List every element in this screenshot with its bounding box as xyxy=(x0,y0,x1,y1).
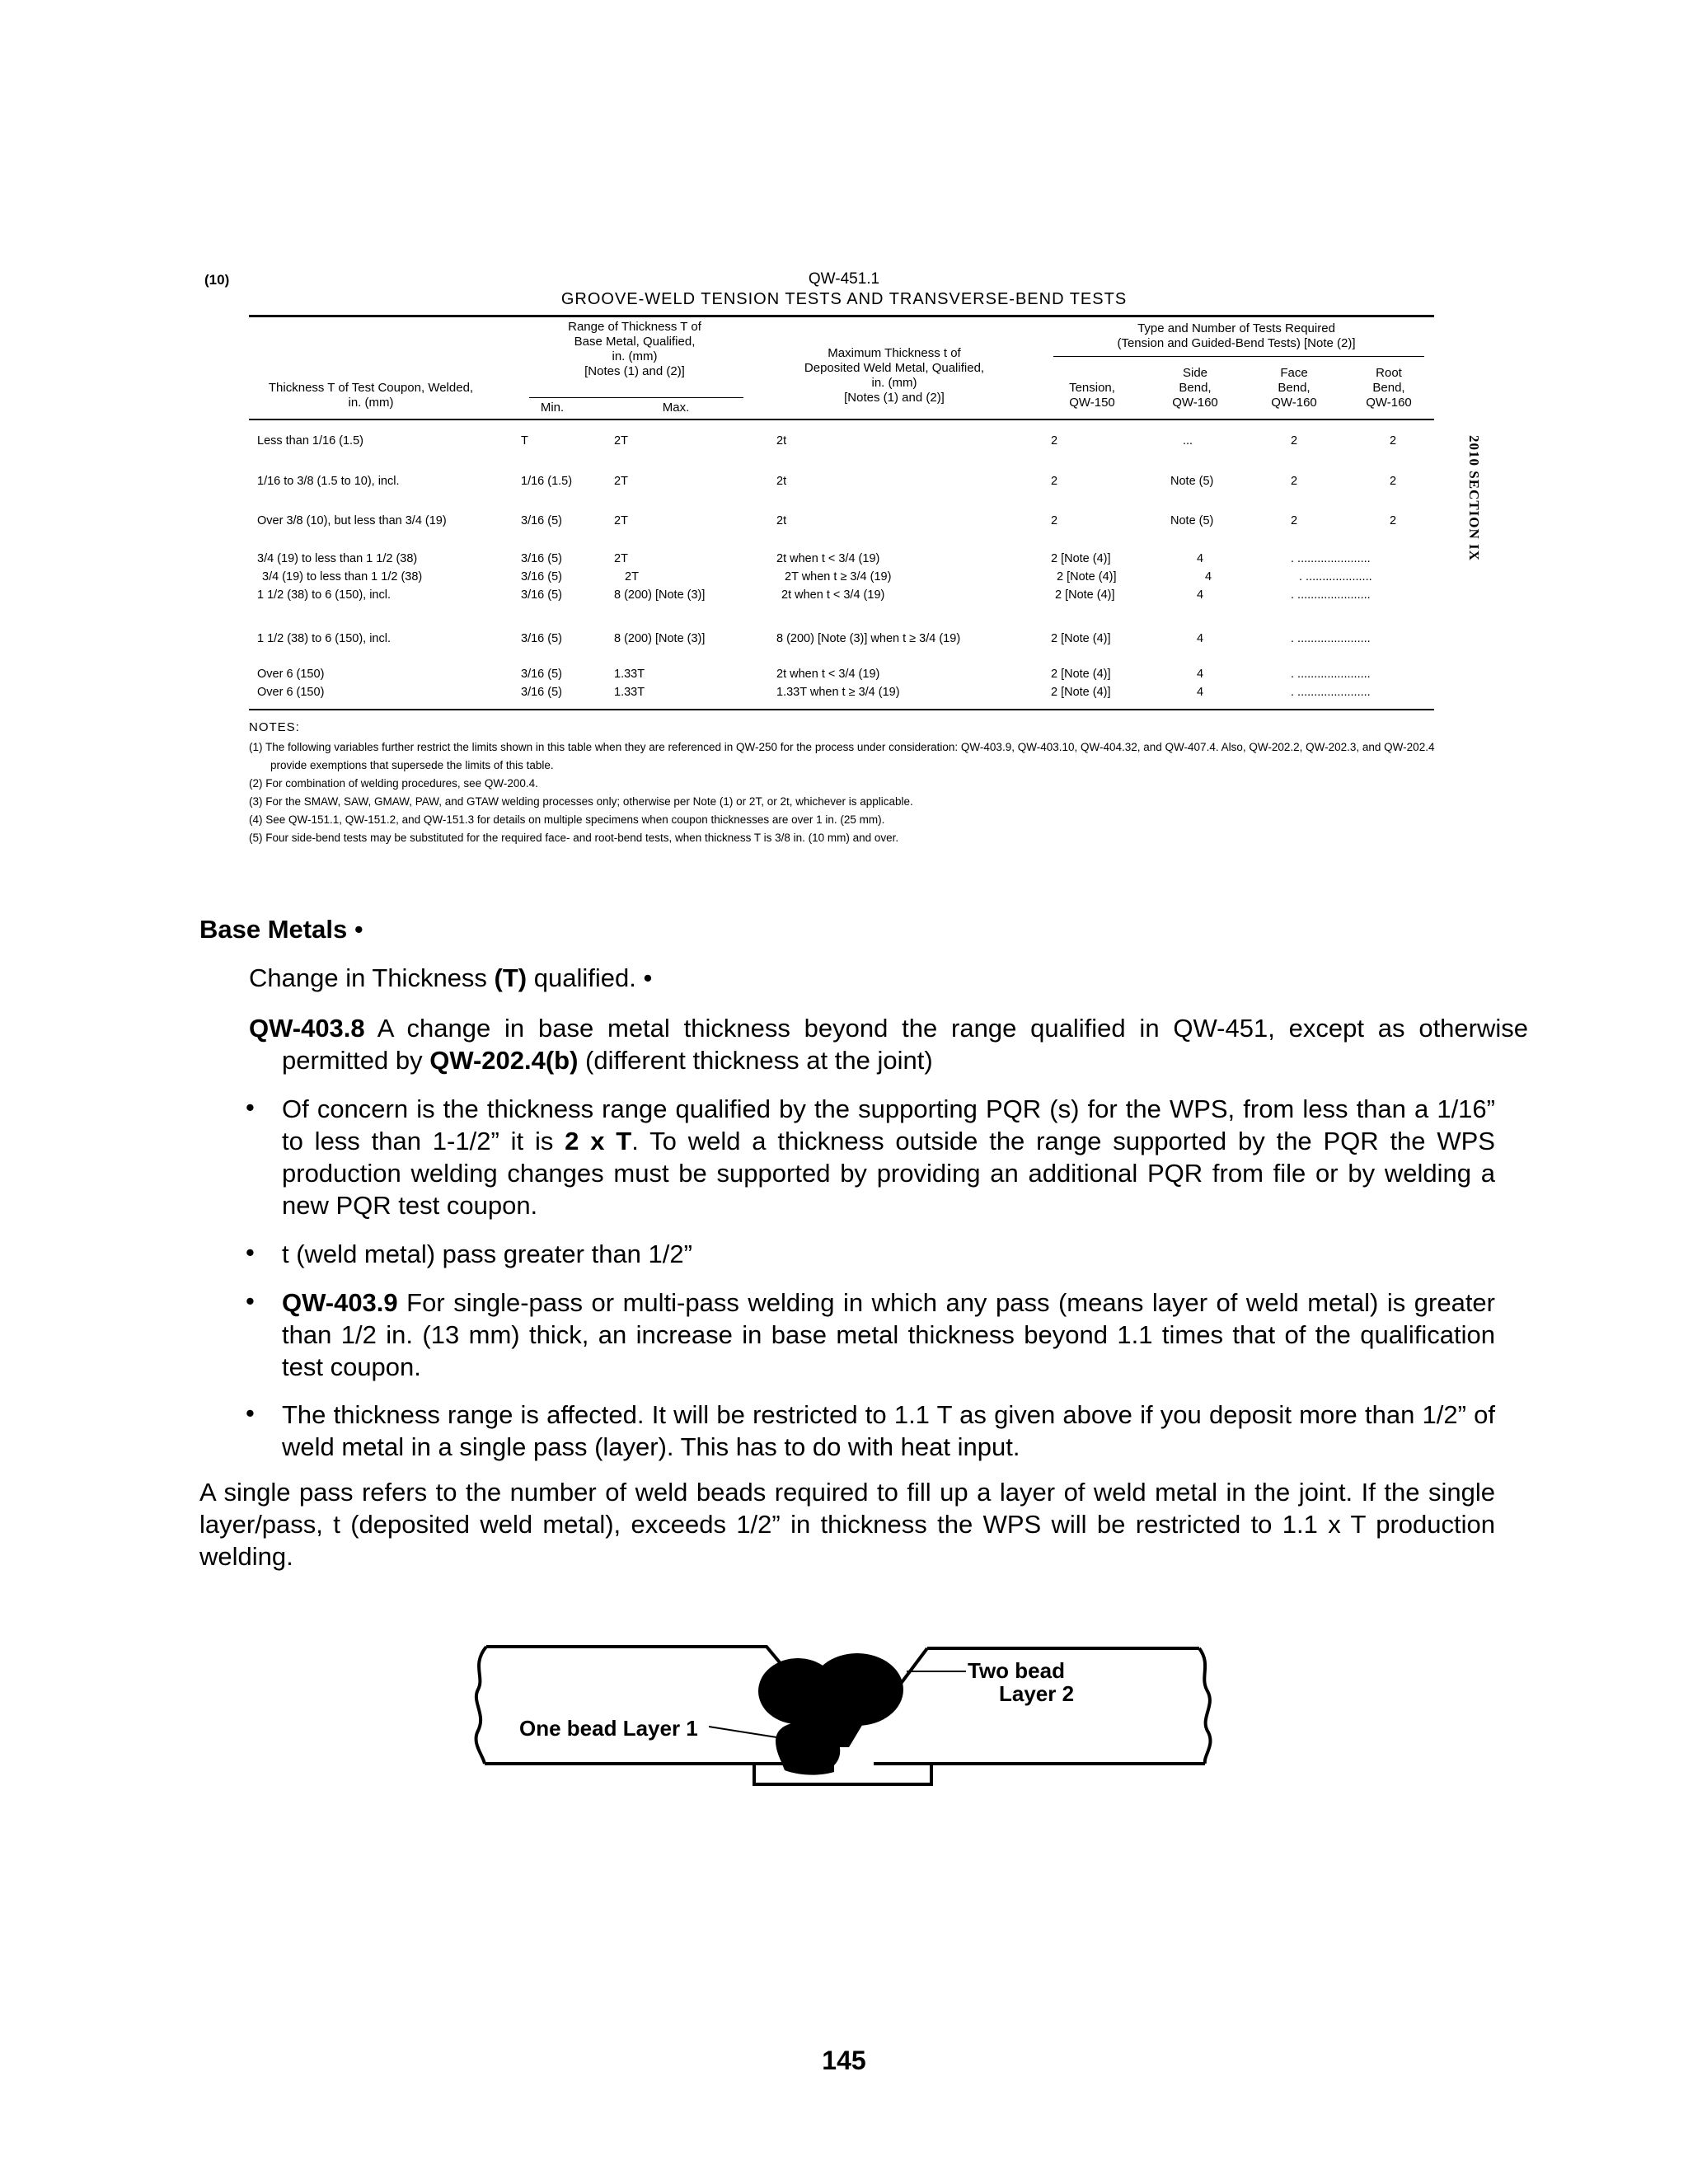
root-bend-header-line: Bend, xyxy=(1372,381,1405,395)
root-bend-header xyxy=(1352,366,1426,410)
table-cell-weld: 2t when t < 3/4 (19) xyxy=(776,552,880,565)
side-bend-header-line: Side xyxy=(1182,366,1208,380)
paragraph-text: (different thickness at the joint) xyxy=(578,1046,933,1075)
notes-heading: NOTES: xyxy=(249,720,300,734)
table-cell-weld: 2t xyxy=(776,434,787,448)
table-cell-min: 3/16 (5) xyxy=(521,632,562,645)
table-cell-min: 3/16 (5) xyxy=(521,686,562,699)
edition-mark: (10) xyxy=(204,272,230,288)
bullet-mark: • xyxy=(354,915,363,944)
table-cell-coupon: 3/4 (19) to less than 1 1/2 (38) xyxy=(262,570,423,583)
range-header-line: [Notes (1) and (2)] xyxy=(584,364,685,378)
table-cell-max: 2T xyxy=(625,570,639,583)
table-cell-side: 4 xyxy=(1197,668,1204,681)
table-cell-tension: 2 [Note (4)] xyxy=(1051,668,1111,681)
bullet-item: The thickness range is affected. It will be restricted to 1.1 T as given above if you deposit more than 1/2” of weld metal in a single pass (layer). This has to do with heat input. xyxy=(282,1400,1495,1461)
range-header xyxy=(511,320,758,379)
bullet-text: For single-pass or multi-pass welding in which any pass (means layer of weld metal) is greater than 1/2 in. (13 mm) thick, an increase in base metal thickness beyond 1.1 times that of the qualification test coupon. xyxy=(282,1288,1495,1381)
table-cell-side: ... xyxy=(1183,434,1193,448)
table-cell-face: 2 xyxy=(1291,514,1298,527)
side-bend-header xyxy=(1158,366,1232,410)
table-cell-max: 1.33T xyxy=(614,668,645,681)
table-cell-coupon: Less than 1/16 (1.5) xyxy=(257,434,363,448)
weld-bead-diagram xyxy=(462,1640,1220,1805)
bullet-text: Of concern is the thickness range qualified by the supporting PQR (s) for the WPS, from less than a 1/16” to less than 1-1/2” it is xyxy=(282,1094,1495,1155)
table-cell-side: Note (5) xyxy=(1170,475,1214,488)
table-top-rule xyxy=(249,315,1434,317)
table-cell-tension: 2 [Note (4)] xyxy=(1051,686,1111,699)
table-cell-face: . ...................... xyxy=(1291,552,1371,565)
face-bend-header xyxy=(1257,366,1331,410)
table-cell-tension: 2 [Note (4)] xyxy=(1051,552,1111,565)
face-bend-header-line: Bend, xyxy=(1278,381,1311,395)
type-header-line: Type and Number of Tests Required xyxy=(1137,321,1335,335)
range-header-line: Base Metal, Qualified, xyxy=(574,335,696,349)
type-header xyxy=(1047,321,1426,351)
table-cell-root: 2 xyxy=(1390,514,1397,527)
bead-label-left: One bead Layer 1 xyxy=(519,1716,698,1741)
bullet-emphasis: 2 x T xyxy=(565,1127,632,1155)
table-cell-face: . ...................... xyxy=(1291,588,1371,602)
bullet-mark: • xyxy=(246,1238,255,1267)
table-title: GROOVE-WELD TENSION TESTS AND TRANSVERSE-BEND TESTS xyxy=(560,290,1128,308)
table-cell-side: 4 xyxy=(1197,588,1204,602)
table-id: QW-451.1 xyxy=(808,270,880,288)
bullet-item xyxy=(282,1286,1495,1383)
table-cell-tension: 2 [Note (4)] xyxy=(1055,588,1115,602)
table-cell-min: 3/16 (5) xyxy=(521,668,562,681)
table-cell-max: 8 (200) [Note (3)] xyxy=(614,588,706,602)
bullet-item xyxy=(282,1093,1495,1221)
side-running-header: 2010 SECTION IX xyxy=(1466,435,1482,561)
qw-403-8-paragraph xyxy=(249,1012,1528,1076)
table-cell-face: 2 xyxy=(1291,475,1298,488)
table-cell-face: . ...................... xyxy=(1291,686,1371,699)
table-cell-face: . .................... xyxy=(1299,570,1372,583)
page-number: 145 xyxy=(822,2046,866,2075)
weld-header xyxy=(758,346,1030,405)
range-header-line: Range of Thickness T of xyxy=(568,320,701,334)
bullet-mark: • xyxy=(246,1093,255,1122)
tension-header-line: QW-150 xyxy=(1069,396,1115,410)
table-cell-root: 2 xyxy=(1390,434,1397,448)
table-cell-coupon: Over 6 (150) xyxy=(257,668,325,681)
table-cell-coupon: 1 1/2 (38) to 6 (150), incl. xyxy=(257,632,391,645)
table-cell-max: 8 (200) [Note (3)] xyxy=(614,632,706,645)
root-bend-header-line: Root xyxy=(1376,366,1402,380)
table-cell-coupon: Over 6 (150) xyxy=(257,686,325,699)
weld-header-line: Deposited Weld Metal, Qualified, xyxy=(804,361,985,375)
face-bend-header-line: QW-160 xyxy=(1271,396,1317,410)
table-cell-tension: 2 [Note (4)] xyxy=(1057,570,1117,583)
code-reference: QW-403.8 xyxy=(249,1014,365,1043)
closing-paragraph: A single pass refers to the number of weld beads required to fill up a layer of weld metal in the joint. If the single layer/pass, t (deposited weld metal), exceeds 1/2” in thickness the WPS will be restricted to 1.1 x T production welding. xyxy=(199,1478,1495,1571)
weld-beads xyxy=(758,1653,903,1775)
section-heading-text: Base Metals xyxy=(199,915,348,944)
paragraph-text: A change in base metal thickness beyond the range qualified in QW-451, except as otherwise permitted by xyxy=(282,1014,1528,1075)
table-cell-coupon: 1 1/2 (38) to 6 (150), incl. xyxy=(257,588,391,602)
range-header-rule xyxy=(529,397,743,398)
code-reference: QW-403.9 xyxy=(282,1288,398,1317)
table-cell-tension: 2 xyxy=(1051,475,1058,488)
side-bend-header-line: QW-160 xyxy=(1172,396,1218,410)
table-cell-weld: 2t xyxy=(776,514,787,527)
tension-header xyxy=(1047,381,1137,410)
bead-label-right-line2: Layer 2 xyxy=(999,1681,1075,1706)
table-cell-weld: 8 (200) [Note (3)] when t ≥ 3/4 (19) xyxy=(776,632,961,645)
face-bend-header-line: Face xyxy=(1280,366,1308,380)
table-cell-face: 2 xyxy=(1291,434,1298,448)
table-cell-coupon: 3/4 (19) to less than 1 1/2 (38) xyxy=(257,552,418,565)
table-cell-side: 4 xyxy=(1197,632,1204,645)
table-cell-max: 2T xyxy=(614,514,628,527)
weld-header-line: in. (mm) xyxy=(871,376,917,390)
table-cell-max: 2T xyxy=(614,475,628,488)
table-cell-tension: 2 xyxy=(1051,434,1058,448)
range-header-line: in. (mm) xyxy=(612,349,658,363)
code-reference: QW-202.4(b) xyxy=(429,1046,579,1075)
subheading-text: Change in Thickness xyxy=(249,963,495,992)
table-cell-root: 2 xyxy=(1390,475,1397,488)
table-note: (5) Four side-bend tests may be substituted for the required face- and root-bend tests, when thickness T is 3/8 in. (10 mm) and over. xyxy=(249,832,899,844)
table-bottom-rule xyxy=(249,709,1434,710)
table-note: (4) See QW-151.1, QW-151.2, and QW-151.3 for details on multiple specimens when coupon thicknesses are over 1 in. (25 mm). xyxy=(249,813,885,826)
table-cell-weld: 2T when t ≥ 3/4 (19) xyxy=(785,570,892,583)
table-cell-min: 3/16 (5) xyxy=(521,514,562,527)
type-header-line: (Tension and Guided-Bend Tests) [Note (2)] xyxy=(1117,336,1356,350)
table-cell-max: 2T xyxy=(614,434,628,448)
table-cell-min: 3/16 (5) xyxy=(521,552,562,565)
table-cell-min: 1/16 (1.5) xyxy=(521,475,573,488)
table-header-rule xyxy=(249,419,1434,420)
section-heading xyxy=(199,913,363,945)
table-cell-face: . ...................... xyxy=(1291,668,1371,681)
bullet-text: . To weld a thickness outside the range supported by the PQR the WPS production welding changes must be supported by providing an additional PQR from file or by welding a new PQR test coupon. xyxy=(282,1127,1495,1220)
table-cell-face: . ...................... xyxy=(1291,632,1371,645)
table-cell-weld: 2t when t < 3/4 (19) xyxy=(781,588,885,602)
root-bend-header-line: QW-160 xyxy=(1366,396,1412,410)
type-header-rule xyxy=(1053,356,1424,357)
weld-header-line: [Notes (1) and (2)] xyxy=(844,391,945,405)
weld-header-line: Maximum Thickness t of xyxy=(828,346,961,360)
table-cell-coupon: Over 3/8 (10), but less than 3/4 (19) xyxy=(257,514,447,527)
coupon-header-line: Thickness T of Test Coupon, Welded, xyxy=(268,381,474,395)
subheading-symbol: (T) xyxy=(494,963,528,992)
table-cell-side: 4 xyxy=(1197,552,1204,565)
table-cell-side: Note (5) xyxy=(1170,514,1214,527)
table-cell-max: 1.33T xyxy=(614,686,645,699)
max-header: Max. xyxy=(662,401,690,415)
table-cell-min: 3/16 (5) xyxy=(521,570,562,583)
table-cell-side: 4 xyxy=(1205,570,1212,583)
table-cell-min: 3/16 (5) xyxy=(521,588,562,602)
table-cell-tension: 2 xyxy=(1051,514,1058,527)
coupon-header-line: in. (mm) xyxy=(348,396,394,410)
bead-label-right-line1: Two bead xyxy=(968,1658,1065,1683)
table-cell-max: 2T xyxy=(614,552,628,565)
tension-header-line: Tension, xyxy=(1069,381,1115,395)
bullet-item: t (weld metal) pass greater than 1/2” xyxy=(282,1240,692,1268)
subheading-line xyxy=(249,962,652,994)
table-note: (1) The following variables further restrict the limits shown in this table when they are referenced in QW-250 for the process under consideration: QW-403.9, QW-403.10, QW-404.32, and QW-407.4. Also, QW-202.2, QW-202.3, and QW-202.4 provide exemptions that supersede the limits of this table. xyxy=(249,741,1435,771)
table-cell-tension: 2 [Note (4)] xyxy=(1051,632,1111,645)
bullet-mark: • xyxy=(246,1286,255,1315)
table-cell-side: 4 xyxy=(1197,686,1204,699)
table-cell-min: T xyxy=(521,434,528,448)
table-cell-coupon: 1/16 to 3/8 (1.5 to 10), incl. xyxy=(257,475,400,488)
min-header: Min. xyxy=(540,401,565,415)
bullet-mark: • xyxy=(246,1399,255,1427)
subheading-tail: qualified. • xyxy=(527,963,653,992)
table-cell-weld: 2t xyxy=(776,475,787,488)
side-bend-header-line: Bend, xyxy=(1179,381,1212,395)
coupon-header xyxy=(239,381,503,410)
table-cell-weld: 1.33T when t ≥ 3/4 (19) xyxy=(776,686,900,699)
table-note: (3) For the SMAW, SAW, GMAW, PAW, and GTAW welding processes only; otherwise per Note (1) or 2T, or 2t, whichever is applicable. xyxy=(249,795,913,808)
table-note: (2) For combination of welding procedures, see QW-200.4. xyxy=(249,777,538,790)
table-cell-weld: 2t when t < 3/4 (19) xyxy=(776,668,880,681)
